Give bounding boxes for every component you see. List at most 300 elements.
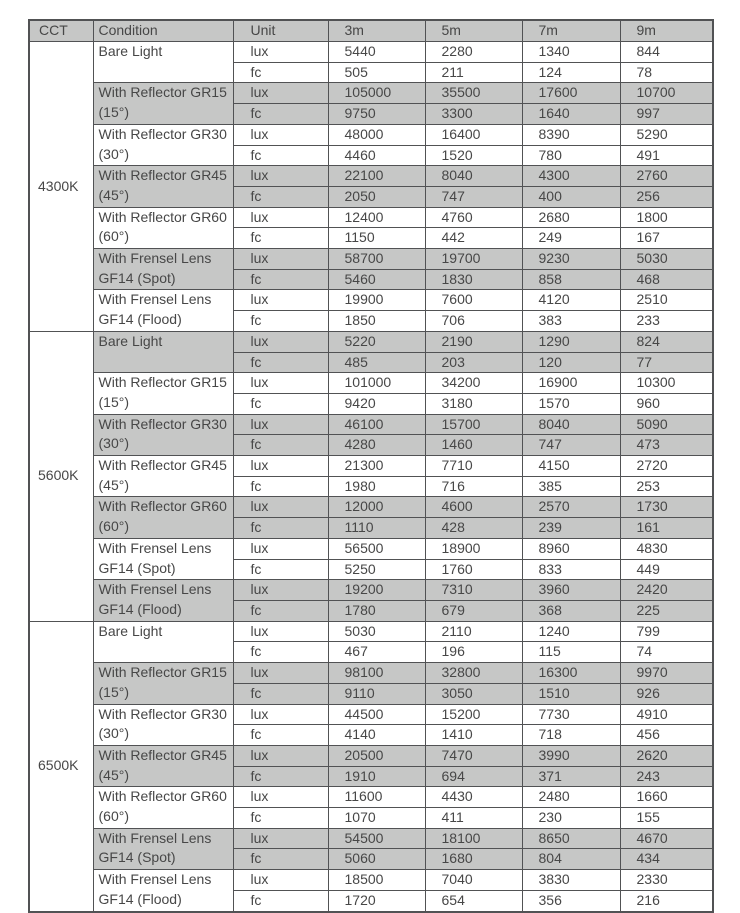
- value-cell: 1510: [522, 683, 620, 704]
- value-cell: 716: [425, 476, 522, 497]
- value-cell: 747: [425, 186, 522, 207]
- value-cell: 78: [620, 62, 713, 83]
- unit-cell: fc: [233, 725, 328, 746]
- unit-cell: lux: [233, 249, 328, 270]
- value-cell: 4150: [522, 456, 620, 477]
- value-cell: 2110: [425, 621, 522, 642]
- unit-cell: fc: [233, 642, 328, 663]
- value-cell: 1640: [522, 104, 620, 125]
- condition-cell: [93, 745, 233, 786]
- condition-line: (30°): [98, 725, 129, 742]
- value-cell: 1800: [620, 207, 713, 228]
- value-cell: 706: [425, 311, 522, 332]
- unit-cell: fc: [233, 890, 328, 911]
- unit-cell: lux: [233, 704, 328, 725]
- value-cell: 12000: [328, 497, 425, 518]
- header-7m: 7m: [522, 20, 620, 42]
- value-cell: 1680: [425, 849, 522, 870]
- condition-line: GF14 (Flood): [98, 600, 182, 617]
- unit-cell: lux: [233, 497, 328, 518]
- value-cell: 11600: [328, 787, 425, 808]
- condition-line: With Frensel Lens: [98, 291, 212, 308]
- value-cell: 5440: [328, 42, 425, 63]
- condition-line: With Frensel Lens: [98, 250, 212, 267]
- unit-cell: lux: [233, 124, 328, 145]
- value-cell: 2190: [425, 331, 522, 352]
- value-cell: 10300: [620, 373, 713, 394]
- value-cell: 485: [328, 352, 425, 373]
- value-cell: 4140: [328, 725, 425, 746]
- unit-cell: lux: [233, 745, 328, 766]
- value-cell: 155: [620, 808, 713, 829]
- value-cell: 35500: [425, 83, 522, 104]
- value-cell: 1830: [425, 269, 522, 290]
- value-cell: 230: [522, 808, 620, 829]
- value-cell: 2420: [620, 580, 713, 601]
- table-row: [29, 828, 713, 849]
- condition-cell: [93, 83, 233, 124]
- value-cell: 9110: [328, 683, 425, 704]
- value-cell: 5460: [328, 269, 425, 290]
- value-cell: 4280: [328, 435, 425, 456]
- table-row: [29, 745, 713, 766]
- condition-line: (60°): [98, 228, 129, 245]
- table-row: [29, 290, 713, 311]
- table-row: [29, 787, 713, 808]
- value-cell: 120: [522, 352, 620, 373]
- value-cell: 233: [620, 311, 713, 332]
- photometrics-table: [28, 19, 714, 913]
- condition-line: With Reflector GR45: [98, 167, 227, 184]
- value-cell: 3960: [522, 580, 620, 601]
- value-cell: 491: [620, 145, 713, 166]
- value-cell: 124: [522, 62, 620, 83]
- value-cell: 10700: [620, 83, 713, 104]
- condition-line: GF14 (Flood): [98, 311, 182, 328]
- unit-cell: lux: [233, 207, 328, 228]
- condition-line: Bare Light: [98, 43, 163, 59]
- unit-cell: fc: [233, 186, 328, 207]
- value-cell: 997: [620, 104, 713, 125]
- value-cell: 428: [425, 518, 522, 539]
- value-cell: 468: [620, 269, 713, 290]
- condition-line: With Reflector GR15: [98, 374, 227, 391]
- value-cell: 5220: [328, 331, 425, 352]
- value-cell: 3300: [425, 104, 522, 125]
- value-cell: 960: [620, 393, 713, 414]
- value-cell: 8390: [522, 124, 620, 145]
- value-cell: 4670: [620, 828, 713, 849]
- condition-line: Bare Light: [98, 332, 163, 349]
- condition-line: (45°): [98, 186, 129, 203]
- unit-cell: lux: [233, 828, 328, 849]
- value-cell: 2760: [620, 166, 713, 187]
- value-cell: 7040: [425, 870, 522, 891]
- condition-line: With Reflector GR30: [98, 415, 227, 432]
- value-cell: 5250: [328, 559, 425, 580]
- value-cell: 383: [522, 311, 620, 332]
- value-cell: 46100: [328, 414, 425, 435]
- value-cell: 16900: [522, 373, 620, 394]
- unit-cell: lux: [233, 456, 328, 477]
- value-cell: 16400: [425, 124, 522, 145]
- value-cell: 15200: [425, 704, 522, 725]
- condition-line: With Frensel Lens: [98, 871, 212, 888]
- condition-cell: [93, 621, 233, 662]
- table-row: [29, 704, 713, 725]
- condition-line: (45°): [98, 476, 129, 493]
- unit-cell: fc: [233, 352, 328, 373]
- value-cell: 4430: [425, 787, 522, 808]
- value-cell: 17600: [522, 83, 620, 104]
- value-cell: 4120: [522, 290, 620, 311]
- table-row: [29, 207, 713, 228]
- condition-line: With Frensel Lens: [98, 829, 212, 846]
- value-cell: 449: [620, 559, 713, 580]
- value-cell: 467: [328, 642, 425, 663]
- value-cell: 5090: [620, 414, 713, 435]
- condition-cell: [93, 787, 233, 828]
- value-cell: 1340: [522, 42, 620, 63]
- condition-cell: [93, 414, 233, 455]
- condition-line: With Reflector GR60: [98, 498, 227, 515]
- value-cell: 44500: [328, 704, 425, 725]
- value-cell: 2330: [620, 870, 713, 891]
- condition-cell: [93, 42, 233, 83]
- value-cell: 54500: [328, 828, 425, 849]
- value-cell: 5030: [328, 621, 425, 642]
- value-cell: 833: [522, 559, 620, 580]
- value-cell: 4760: [425, 207, 522, 228]
- condition-cell: [93, 497, 233, 538]
- value-cell: 3050: [425, 683, 522, 704]
- unit-cell: lux: [233, 373, 328, 394]
- condition-line: GF14 (Spot): [98, 269, 176, 286]
- unit-cell: lux: [233, 166, 328, 187]
- value-cell: 1910: [328, 766, 425, 787]
- value-cell: 4910: [620, 704, 713, 725]
- condition-line: With Reflector GR60: [98, 788, 227, 805]
- value-cell: 9970: [620, 663, 713, 684]
- unit-cell: lux: [233, 538, 328, 559]
- value-cell: 858: [522, 269, 620, 290]
- condition-line: With Reflector GR60: [98, 208, 227, 225]
- unit-cell: fc: [233, 518, 328, 539]
- table-row: [29, 373, 713, 394]
- condition-cell: [93, 124, 233, 165]
- value-cell: 77: [620, 352, 713, 373]
- value-cell: 9420: [328, 393, 425, 414]
- condition-cell: [93, 704, 233, 745]
- table-row: [29, 42, 713, 63]
- header-row: [29, 20, 713, 42]
- value-cell: 216: [620, 890, 713, 911]
- value-cell: 225: [620, 600, 713, 621]
- condition-line: (60°): [98, 518, 129, 535]
- value-cell: 239: [522, 518, 620, 539]
- table-row: [29, 124, 713, 145]
- unit-cell: fc: [233, 766, 328, 787]
- condition-cell: [93, 331, 233, 372]
- condition-cell: [93, 249, 233, 290]
- condition-line: With Reflector GR15: [98, 84, 227, 101]
- value-cell: 15700: [425, 414, 522, 435]
- table-body: [29, 42, 713, 912]
- header-unit: Unit: [233, 20, 328, 42]
- value-cell: 4830: [620, 538, 713, 559]
- value-cell: 5060: [328, 849, 425, 870]
- value-cell: 8650: [522, 828, 620, 849]
- unit-cell: lux: [233, 580, 328, 601]
- value-cell: 1240: [522, 621, 620, 642]
- value-cell: 7470: [425, 745, 522, 766]
- value-cell: 74: [620, 642, 713, 663]
- condition-cell: [93, 663, 233, 704]
- header-5m: 5m: [425, 20, 522, 42]
- unit-cell: lux: [233, 331, 328, 352]
- value-cell: 253: [620, 476, 713, 497]
- value-cell: 32800: [425, 663, 522, 684]
- condition-line: (30°): [98, 435, 129, 452]
- value-cell: 98100: [328, 663, 425, 684]
- value-cell: 926: [620, 683, 713, 704]
- table-row: [29, 538, 713, 559]
- condition-line: (15°): [98, 393, 129, 410]
- value-cell: 844: [620, 42, 713, 63]
- value-cell: 442: [425, 228, 522, 249]
- value-cell: 56500: [328, 538, 425, 559]
- value-cell: 4600: [425, 497, 522, 518]
- unit-cell: fc: [233, 435, 328, 456]
- value-cell: 1150: [328, 228, 425, 249]
- unit-cell: fc: [233, 476, 328, 497]
- value-cell: 115: [522, 642, 620, 663]
- value-cell: 20500: [328, 745, 425, 766]
- value-cell: 9230: [522, 249, 620, 270]
- condition-line: With Reflector GR45: [98, 457, 227, 474]
- unit-cell: fc: [233, 683, 328, 704]
- condition-cell: [93, 828, 233, 869]
- value-cell: 1570: [522, 393, 620, 414]
- table-row: [29, 621, 713, 642]
- cct-cell: 4300K: [29, 42, 93, 332]
- table-row: [29, 497, 713, 518]
- value-cell: 7600: [425, 290, 522, 311]
- value-cell: 203: [425, 352, 522, 373]
- value-cell: 2280: [425, 42, 522, 63]
- value-cell: 2720: [620, 456, 713, 477]
- value-cell: 7710: [425, 456, 522, 477]
- value-cell: 16300: [522, 663, 620, 684]
- value-cell: 385: [522, 476, 620, 497]
- table-row: [29, 456, 713, 477]
- table-row: [29, 249, 713, 270]
- value-cell: 3830: [522, 870, 620, 891]
- value-cell: 2680: [522, 207, 620, 228]
- value-cell: 18900: [425, 538, 522, 559]
- condition-cell: [93, 870, 233, 912]
- value-cell: 12400: [328, 207, 425, 228]
- unit-cell: lux: [233, 870, 328, 891]
- unit-cell: fc: [233, 228, 328, 249]
- unit-cell: fc: [233, 269, 328, 290]
- value-cell: 4300: [522, 166, 620, 187]
- table-row: [29, 83, 713, 104]
- table-row: [29, 331, 713, 352]
- value-cell: 7730: [522, 704, 620, 725]
- value-cell: 371: [522, 766, 620, 787]
- value-cell: 9750: [328, 104, 425, 125]
- header-cct: CCT: [29, 20, 93, 42]
- value-cell: 161: [620, 518, 713, 539]
- unit-cell: fc: [233, 600, 328, 621]
- header-condition: Condition: [93, 20, 233, 42]
- condition-line: (30°): [98, 145, 129, 162]
- cct-cell: 5600K: [29, 331, 93, 621]
- value-cell: 5290: [620, 124, 713, 145]
- unit-cell: lux: [233, 42, 328, 63]
- unit-cell: lux: [233, 663, 328, 684]
- value-cell: 1460: [425, 435, 522, 456]
- value-cell: 718: [522, 725, 620, 746]
- table-row: [29, 580, 713, 601]
- cct-cell: 6500K: [29, 621, 93, 911]
- value-cell: 1780: [328, 600, 425, 621]
- unit-cell: fc: [233, 311, 328, 332]
- condition-line: GF14 (Flood): [98, 890, 182, 907]
- condition-line: With Reflector GR45: [98, 746, 227, 763]
- condition-line: With Reflector GR15: [98, 664, 227, 681]
- value-cell: 5030: [620, 249, 713, 270]
- unit-cell: fc: [233, 62, 328, 83]
- value-cell: 1850: [328, 311, 425, 332]
- value-cell: 18500: [328, 870, 425, 891]
- condition-line: (45°): [98, 766, 129, 783]
- unit-cell: fc: [233, 808, 328, 829]
- value-cell: 3180: [425, 393, 522, 414]
- condition-cell: [93, 166, 233, 207]
- table-row: [29, 166, 713, 187]
- value-cell: 1660: [620, 787, 713, 808]
- value-cell: 211: [425, 62, 522, 83]
- unit-cell: fc: [233, 559, 328, 580]
- value-cell: 356: [522, 890, 620, 911]
- value-cell: 804: [522, 849, 620, 870]
- value-cell: 167: [620, 228, 713, 249]
- unit-cell: lux: [233, 787, 328, 808]
- condition-line: (60°): [98, 808, 129, 824]
- condition-line: With Reflector GR30: [98, 705, 227, 722]
- value-cell: 1720: [328, 890, 425, 911]
- condition-line: (15°): [98, 683, 129, 700]
- value-cell: 48000: [328, 124, 425, 145]
- value-cell: 456: [620, 725, 713, 746]
- value-cell: 19700: [425, 249, 522, 270]
- condition-line: With Frensel Lens: [98, 539, 212, 556]
- value-cell: 679: [425, 600, 522, 621]
- value-cell: 19900: [328, 290, 425, 311]
- value-cell: 8040: [425, 166, 522, 187]
- condition-cell: [93, 538, 233, 579]
- value-cell: 8960: [522, 538, 620, 559]
- value-cell: 1980: [328, 476, 425, 497]
- unit-cell: fc: [233, 393, 328, 414]
- value-cell: 400: [522, 186, 620, 207]
- unit-cell: fc: [233, 849, 328, 870]
- value-cell: 19200: [328, 580, 425, 601]
- value-cell: 2510: [620, 290, 713, 311]
- condition-cell: [93, 373, 233, 414]
- value-cell: 434: [620, 849, 713, 870]
- value-cell: 1110: [328, 518, 425, 539]
- value-cell: 249: [522, 228, 620, 249]
- unit-cell: lux: [233, 414, 328, 435]
- value-cell: 654: [425, 890, 522, 911]
- value-cell: 58700: [328, 249, 425, 270]
- value-cell: 1070: [328, 808, 425, 829]
- condition-cell: [93, 207, 233, 248]
- condition-line: GF14 (Spot): [98, 559, 176, 576]
- value-cell: 1730: [620, 497, 713, 518]
- condition-line: With Reflector GR30: [98, 125, 227, 142]
- unit-cell: lux: [233, 83, 328, 104]
- condition-line: With Frensel Lens: [98, 581, 212, 598]
- unit-cell: fc: [233, 104, 328, 125]
- condition-cell: [93, 580, 233, 621]
- value-cell: 243: [620, 766, 713, 787]
- value-cell: 505: [328, 62, 425, 83]
- unit-cell: fc: [233, 145, 328, 166]
- value-cell: 18100: [425, 828, 522, 849]
- value-cell: 780: [522, 145, 620, 166]
- header-9m: 9m: [620, 20, 713, 42]
- value-cell: 1760: [425, 559, 522, 580]
- photometrics-table-wrap: [28, 19, 714, 913]
- value-cell: 7310: [425, 580, 522, 601]
- value-cell: 1410: [425, 725, 522, 746]
- value-cell: 101000: [328, 373, 425, 394]
- unit-cell: lux: [233, 290, 328, 311]
- value-cell: 473: [620, 435, 713, 456]
- condition-cell: [93, 456, 233, 497]
- value-cell: 368: [522, 600, 620, 621]
- value-cell: 411: [425, 808, 522, 829]
- value-cell: 694: [425, 766, 522, 787]
- value-cell: 2050: [328, 186, 425, 207]
- condition-line: Bare Light: [98, 622, 163, 639]
- value-cell: 34200: [425, 373, 522, 394]
- value-cell: 21300: [328, 456, 425, 477]
- condition-line: (15°): [98, 104, 129, 121]
- value-cell: 2620: [620, 745, 713, 766]
- value-cell: 105000: [328, 83, 425, 104]
- table-row: [29, 870, 713, 891]
- value-cell: 4460: [328, 145, 425, 166]
- value-cell: 1290: [522, 331, 620, 352]
- value-cell: 2570: [522, 497, 620, 518]
- header-3m: 3m: [328, 20, 425, 42]
- table-row: [29, 663, 713, 684]
- value-cell: 2480: [522, 787, 620, 808]
- condition-cell: [93, 290, 233, 331]
- value-cell: 824: [620, 331, 713, 352]
- value-cell: 22100: [328, 166, 425, 187]
- value-cell: 747: [522, 435, 620, 456]
- value-cell: 799: [620, 621, 713, 642]
- condition-line: GF14 (Spot): [98, 849, 176, 866]
- value-cell: 3990: [522, 745, 620, 766]
- unit-cell: lux: [233, 621, 328, 642]
